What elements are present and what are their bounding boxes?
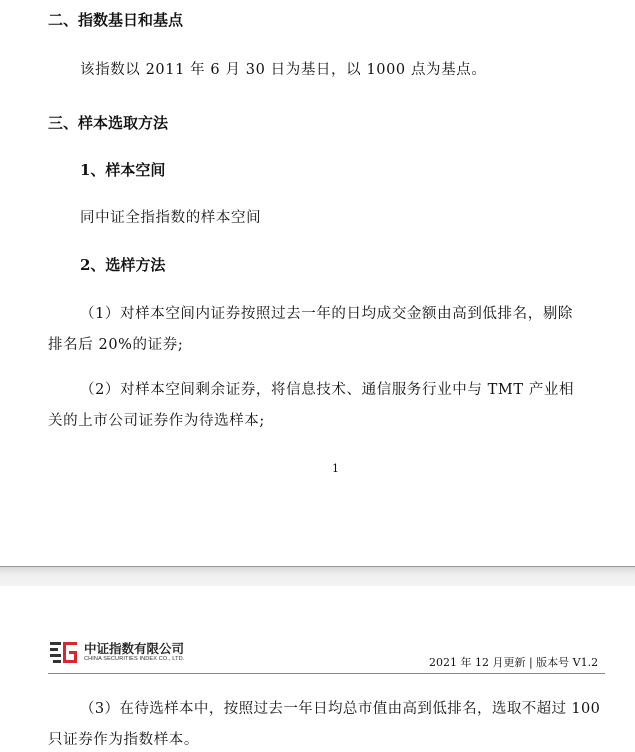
item1-line1: （1）对样本空间内证券按照过去一年的日均成交金额由高到低排名，剔除 [80,306,574,322]
item2-line1: （2）对样本空间剩余证券，将信息技术、通信服务行业中与 TMT 产业相 [80,382,575,398]
company-logo [50,638,220,668]
section2-heading: 二、指数基日和基点 [48,11,184,29]
subsection2-heading: 2、选样方法 [80,256,166,274]
item1-line2: 排名后 20%的证券; [48,337,184,353]
section3-heading: 三、样本选取方法 [48,114,169,132]
document-page-2 [0,586,635,752]
section2-text: 该指数以 2011 年 6 月 30 日为基日，以 1000 点为基点。 [80,62,487,78]
subsection1-heading: 1、样本空间 [80,161,166,179]
item3-line1: （3）在待选样本中，按照过去一年日均总市值由高到低排名，选取不超过 100 [80,701,601,717]
page-separator [0,566,635,587]
logo-english-name: CHINA SECURITIES INDEX CO., LTD. [84,656,185,662]
header-divider [48,673,605,674]
item2-line2: 关的上市公司证券作为待选样本; [48,413,265,429]
csi-logo-icon [50,641,78,665]
update-version-info: 2021 年 12 月更新 | 版本号 V1.2 [429,656,599,669]
logo-chinese-name: 中证指数有限公司 [84,641,185,656]
subsection1-text: 同中证全指指数的样本空间 [80,210,262,226]
page-number: 1 [332,462,339,475]
item3-line2: 只证券作为指数样本。 [48,732,199,748]
